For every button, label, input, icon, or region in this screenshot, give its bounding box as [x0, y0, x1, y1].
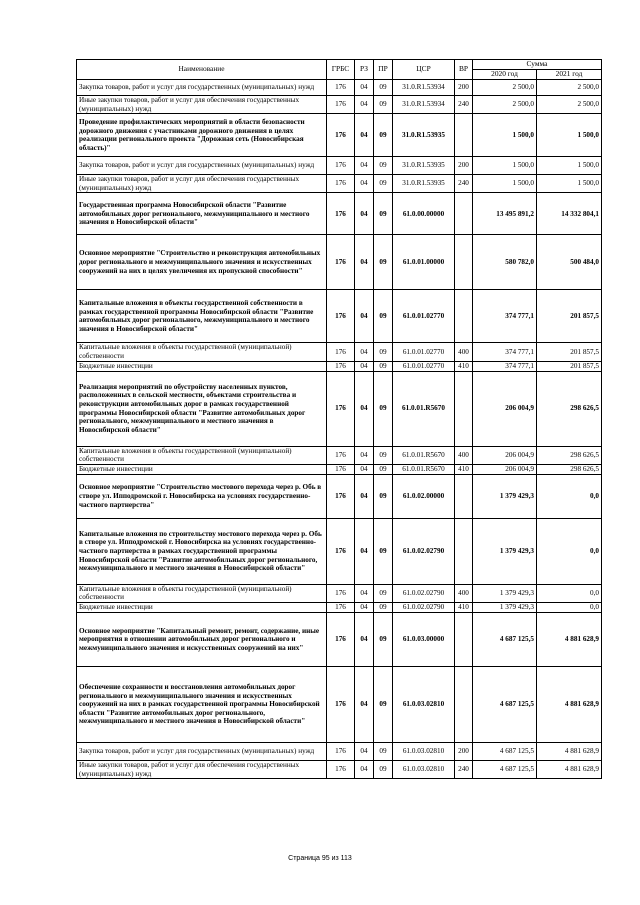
table-row [77, 80, 602, 96]
row-grbs: 176 [327, 114, 355, 157]
row-grbs: 176 [327, 175, 355, 193]
row-grbs: 176 [327, 518, 355, 584]
table-row [77, 602, 602, 612]
row-csr: 61.0.02.00000 [393, 474, 455, 518]
row-value-2020: 4 687 125,5 [473, 742, 537, 760]
table-row [77, 235, 602, 290]
row-vr [455, 666, 473, 742]
row-value-2021: 1 500,0 [537, 157, 602, 175]
table-row [77, 742, 602, 760]
header-name: Наименование [77, 60, 327, 80]
row-vr [455, 114, 473, 157]
row-pr: 09 [374, 464, 393, 474]
row-rz: 04 [355, 602, 374, 612]
row-vr [455, 235, 473, 290]
row-vr: 400 [455, 584, 473, 602]
row-vr [455, 612, 473, 666]
row-vr: 410 [455, 602, 473, 612]
row-rz: 04 [355, 157, 374, 175]
row-csr: 61.0.03.02810 [393, 742, 455, 760]
row-rz: 04 [355, 193, 374, 235]
row-pr: 09 [374, 446, 393, 464]
row-value-2021: 1 500,0 [537, 114, 602, 157]
row-value-2020: 4 687 125,5 [473, 666, 537, 742]
row-name: Бюджетные инвестиции [77, 361, 327, 371]
row-vr [455, 474, 473, 518]
row-value-2021: 1 500,0 [537, 175, 602, 193]
table-row [77, 371, 602, 446]
table-row [77, 612, 602, 666]
row-value-2020: 206 004,9 [473, 464, 537, 474]
row-csr: 61.0.01.R5670 [393, 446, 455, 464]
row-value-2021: 201 857,5 [537, 290, 602, 343]
row-csr: 31.0.R1.53935 [393, 157, 455, 175]
row-vr [455, 518, 473, 584]
row-csr: 31.0.R1.53935 [393, 175, 455, 193]
header-year-2020: 2020 год [473, 70, 537, 80]
row-value-2021: 298 626,5 [537, 371, 602, 446]
row-value-2020: 13 495 891,2 [473, 193, 537, 235]
row-rz: 04 [355, 474, 374, 518]
row-csr: 61.0.03.00000 [393, 612, 455, 666]
row-csr: 61.0.00.00000 [393, 193, 455, 235]
row-value-2021: 0,0 [537, 602, 602, 612]
row-csr: 61.0.02.02790 [393, 584, 455, 602]
row-name: Иные закупки товаров, работ и услуг для обеспечения государственных (муниципальных) нужд [77, 96, 327, 114]
row-pr: 09 [374, 157, 393, 175]
row-value-2021: 4 881 628,9 [537, 612, 602, 666]
table-row [77, 114, 602, 157]
row-rz: 04 [355, 742, 374, 760]
row-csr: 61.0.01.R5670 [393, 371, 455, 446]
row-pr: 09 [374, 584, 393, 602]
row-grbs: 176 [327, 193, 355, 235]
row-csr: 61.0.01.02770 [393, 290, 455, 343]
row-vr [455, 290, 473, 343]
row-pr: 09 [374, 235, 393, 290]
row-rz: 04 [355, 80, 374, 96]
row-value-2020: 206 004,9 [473, 371, 537, 446]
row-value-2020: 2 500,0 [473, 80, 537, 96]
row-vr: 400 [455, 446, 473, 464]
row-rz: 04 [355, 96, 374, 114]
row-value-2020: 4 687 125,5 [473, 612, 537, 666]
row-grbs: 176 [327, 361, 355, 371]
row-csr: 61.0.02.02790 [393, 602, 455, 612]
row-name: Основное мероприятие "Строительство и реконструкция автомобильных дорог регионального и межмуниципального значения и искусственных сооружений на них в целях увеличения их пропускной способности" [77, 235, 327, 290]
table-row [77, 175, 602, 193]
row-vr: 200 [455, 742, 473, 760]
row-value-2021: 2 500,0 [537, 80, 602, 96]
table-row [77, 474, 602, 518]
row-rz: 04 [355, 343, 374, 361]
row-name: Закупка товаров, работ и услуг для государственных (муниципальных) нужд [77, 80, 327, 96]
row-csr: 61.0.02.02790 [393, 518, 455, 584]
row-rz: 04 [355, 235, 374, 290]
row-value-2020: 1 379 429,3 [473, 518, 537, 584]
row-rz: 04 [355, 361, 374, 371]
table-row [77, 361, 602, 371]
row-vr: 410 [455, 361, 473, 371]
table-row [77, 290, 602, 343]
row-pr: 09 [374, 343, 393, 361]
row-value-2021: 4 881 628,9 [537, 666, 602, 742]
row-grbs: 176 [327, 666, 355, 742]
page-number: Страница 95 из 113 [288, 855, 352, 862]
row-value-2021: 4 881 628,9 [537, 760, 602, 778]
row-pr: 09 [374, 518, 393, 584]
budget-table [76, 59, 602, 779]
row-pr: 09 [374, 666, 393, 742]
row-value-2020: 1 500,0 [473, 114, 537, 157]
row-vr: 200 [455, 157, 473, 175]
table-row [77, 666, 602, 742]
table-row [77, 96, 602, 114]
row-value-2021: 298 626,5 [537, 464, 602, 474]
table-row [77, 343, 602, 361]
row-name: Проведение профилактических мероприятий в области безопасности дорожного движения с участниками дорожного движения в целях реализации регионального проекта "Дорожная сеть (Новосибирская область)" [77, 114, 327, 157]
row-rz: 04 [355, 114, 374, 157]
row-grbs: 176 [327, 446, 355, 464]
row-value-2021: 201 857,5 [537, 361, 602, 371]
row-pr: 09 [374, 114, 393, 157]
row-value-2020: 1 500,0 [473, 157, 537, 175]
row-pr: 09 [374, 290, 393, 343]
row-csr: 31.0.R1.53934 [393, 96, 455, 114]
row-grbs: 176 [327, 742, 355, 760]
row-grbs: 176 [327, 584, 355, 602]
row-csr: 31.0.R1.53934 [393, 80, 455, 96]
row-value-2020: 374 777,1 [473, 343, 537, 361]
row-value-2021: 298 626,5 [537, 446, 602, 464]
header-sum: Сумма [473, 60, 602, 70]
header-pr: ПР [374, 60, 393, 80]
row-value-2020: 374 777,1 [473, 290, 537, 343]
row-rz: 04 [355, 371, 374, 446]
row-value-2021: 0,0 [537, 518, 602, 584]
row-name: Капитальные вложения в объекты государственной (муниципальной) собственности [77, 446, 327, 464]
row-grbs: 176 [327, 602, 355, 612]
row-rz: 04 [355, 666, 374, 742]
row-pr: 09 [374, 742, 393, 760]
row-vr [455, 371, 473, 446]
row-grbs: 176 [327, 760, 355, 778]
row-vr: 400 [455, 343, 473, 361]
row-rz: 04 [355, 175, 374, 193]
row-value-2020: 1 379 429,3 [473, 602, 537, 612]
table-row [77, 193, 602, 235]
row-rz: 04 [355, 464, 374, 474]
row-rz: 04 [355, 760, 374, 778]
row-name: Реализация мероприятий по обустройству населенных пунктов, расположенных в сельской местности, объектами строительства и реконструкции автомобильных дорог в рамках государственной программы Новосибирской области "Развитие автомобильных дорог регионального, межмуниципального и местного значения в Новосибирской области" [77, 371, 327, 446]
row-grbs: 176 [327, 235, 355, 290]
header-vr: ВР [455, 60, 473, 80]
row-grbs: 176 [327, 474, 355, 518]
row-name: Бюджетные инвестиции [77, 464, 327, 474]
row-vr: 410 [455, 464, 473, 474]
table-body [77, 80, 602, 779]
row-value-2021: 0,0 [537, 474, 602, 518]
row-csr: 61.0.01.02770 [393, 343, 455, 361]
table-row [77, 760, 602, 778]
row-name: Капитальные вложения в объекты государственной собственности в рамках государственной программы Новосибирской области "Развитие автомобильных дорог регионального, межмуниципального и местного значения в Новосибирской области" [77, 290, 327, 343]
row-value-2021: 14 332 804,1 [537, 193, 602, 235]
row-pr: 09 [374, 175, 393, 193]
row-value-2020: 580 782,0 [473, 235, 537, 290]
row-name: Капитальные вложения по строительству мостового перехода через р. Обь в створе ул. Ипподромской г. Новосибирска на условиях государственно-частного партнерства в рамках государственной программы Новосибирской области "Развитие автомобильных дорог регионального, межмуниципального и местного значения в Новосибирской области" [77, 518, 327, 584]
row-name: Обеспечение сохранности и восстановления автомобильных дорог регионального и межмуниципального значения и искусственных сооружений на них в рамках государственной программы Новосибирской области "Развитие автомобильных дорог регионального, межмуниципального и местного значения в Новосибирской области" [77, 666, 327, 742]
row-csr: 31.0.R1.53935 [393, 114, 455, 157]
header-year-2021: 2021 год [537, 70, 602, 80]
row-rz: 04 [355, 584, 374, 602]
row-value-2021: 0,0 [537, 584, 602, 602]
row-value-2020: 1 379 429,3 [473, 474, 537, 518]
row-grbs: 176 [327, 290, 355, 343]
budget-table-container [76, 59, 601, 779]
table-row [77, 464, 602, 474]
row-vr: 240 [455, 760, 473, 778]
row-vr: 240 [455, 175, 473, 193]
row-csr: 61.0.03.02810 [393, 666, 455, 742]
row-pr: 09 [374, 361, 393, 371]
row-vr: 240 [455, 96, 473, 114]
header-grbs: ГРБС [327, 60, 355, 80]
row-csr: 61.0.01.R5670 [393, 464, 455, 474]
row-value-2020: 206 004,9 [473, 446, 537, 464]
row-value-2021: 201 857,5 [537, 343, 602, 361]
row-value-2021: 500 484,0 [537, 235, 602, 290]
row-value-2020: 4 687 125,5 [473, 760, 537, 778]
row-rz: 04 [355, 446, 374, 464]
row-pr: 09 [374, 193, 393, 235]
row-grbs: 176 [327, 612, 355, 666]
table-row [77, 518, 602, 584]
row-name: Закупка товаров, работ и услуг для государственных (муниципальных) нужд [77, 157, 327, 175]
table-row [77, 584, 602, 602]
row-grbs: 176 [327, 157, 355, 175]
row-name: Бюджетные инвестиции [77, 602, 327, 612]
row-rz: 04 [355, 290, 374, 343]
row-name: Закупка товаров, работ и услуг для государственных (муниципальных) нужд [77, 742, 327, 760]
row-name: Иные закупки товаров, работ и услуг для обеспечения государственных (муниципальных) нужд [77, 175, 327, 193]
row-value-2020: 1 500,0 [473, 175, 537, 193]
row-value-2021: 4 881 628,9 [537, 742, 602, 760]
row-pr: 09 [374, 474, 393, 518]
header-rz: РЗ [355, 60, 374, 80]
table-row [77, 157, 602, 175]
row-vr: 200 [455, 80, 473, 96]
row-name: Основное мероприятие "Капитальный ремонт, ремонт, содержание, иные мероприятия в отношении автомобильных дорог регионального и межмуниципального значения и искусственных сооружений на них" [77, 612, 327, 666]
row-pr: 09 [374, 80, 393, 96]
row-value-2021: 2 500,0 [537, 96, 602, 114]
row-name: Государственная программа Новосибирской области "Развитие автомобильных дорог регионального, межмуниципального и местного значения в Новосибирской области" [77, 193, 327, 235]
row-name: Капитальные вложения в объекты государственной (муниципальной) собственности [77, 343, 327, 361]
table-row [77, 446, 602, 464]
row-grbs: 176 [327, 371, 355, 446]
row-csr: 61.0.03.02810 [393, 760, 455, 778]
row-pr: 09 [374, 96, 393, 114]
row-pr: 09 [374, 371, 393, 446]
row-pr: 09 [374, 612, 393, 666]
row-pr: 09 [374, 602, 393, 612]
row-name: Иные закупки товаров, работ и услуг для обеспечения государственных (муниципальных) нужд [77, 760, 327, 778]
row-name: Основное мероприятие "Строительство мостового перехода через р. Обь в створе ул. Ипподромской г. Новосибирска на условиях государственно-частного партнерства" [77, 474, 327, 518]
header-csr: ЦСР [393, 60, 455, 80]
row-grbs: 176 [327, 80, 355, 96]
row-name: Капитальные вложения в объекты государственной (муниципальной) собственности [77, 584, 327, 602]
row-rz: 04 [355, 612, 374, 666]
row-grbs: 176 [327, 464, 355, 474]
row-vr [455, 193, 473, 235]
row-grbs: 176 [327, 96, 355, 114]
row-grbs: 176 [327, 343, 355, 361]
row-csr: 61.0.01.02770 [393, 361, 455, 371]
row-csr: 61.0.01.00000 [393, 235, 455, 290]
row-value-2020: 2 500,0 [473, 96, 537, 114]
row-rz: 04 [355, 518, 374, 584]
row-pr: 09 [374, 760, 393, 778]
row-value-2020: 1 379 429,3 [473, 584, 537, 602]
row-value-2020: 374 777,1 [473, 361, 537, 371]
